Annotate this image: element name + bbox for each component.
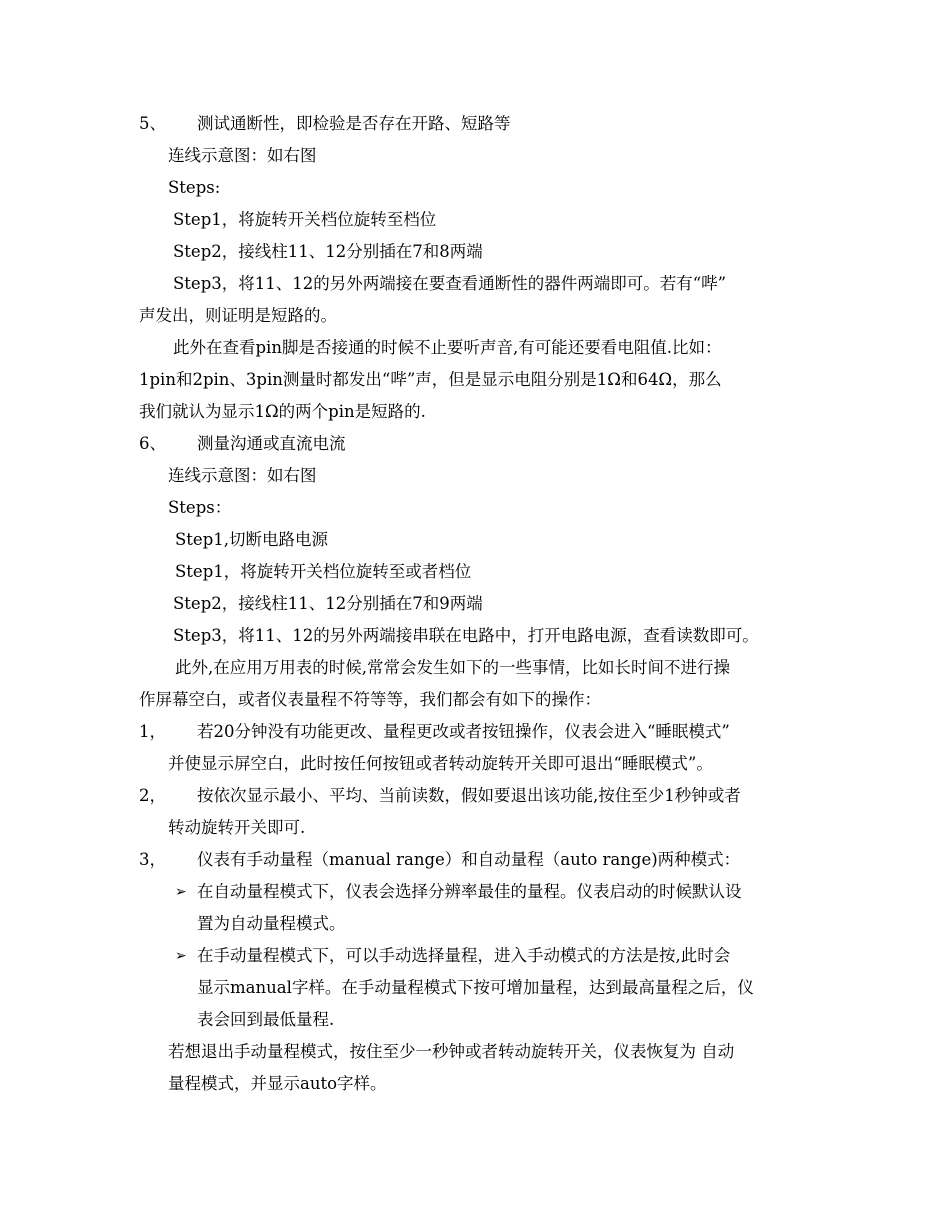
bullet-line: 表会回到最低量程. — [197, 1010, 335, 1029]
diagram-note: 连线示意图：如右图 — [168, 466, 317, 485]
list-number: 2， — [139, 786, 166, 805]
step-line: Step3，将11、12的另外两端接串联在电路中，打开电路电源，查看读数即可。 — [173, 626, 759, 645]
paragraph-line: 作屏幕空白，或者仪表量程不符等等，我们都会有如下的操作： — [139, 690, 601, 709]
list-item-line: 按依次显示最小、平均、当前读数，假如要退出该功能,按住至少1秒钟或者 — [197, 786, 741, 805]
step-line-continued: 声发出，则证明是短路的。 — [139, 306, 337, 325]
step-line: Step2，接线柱11、12分别插在7和8两端 — [173, 242, 483, 261]
section-title: 测量沟通或直流电流 — [197, 434, 346, 453]
bullet-line: 置为自动量程模式。 — [197, 914, 346, 933]
step-line: Step1，将旋转开关档位旋转至或者档位 — [175, 562, 472, 581]
step-line: Step3，将11、12的另外两端接在要查看通断性的器件两端即可。若有“哔” — [173, 274, 727, 293]
steps-label: Steps: — [168, 178, 221, 197]
steps-label: Steps： — [168, 498, 232, 517]
bullet-line: 在自动量程模式下，仪表会选择分辨率最佳的量程。仪表启动的时候默认设 — [197, 882, 742, 901]
paragraph-line: 此外在查看pin脚是否接通的时候不止要听声音,有可能还要看电阻值.比如： — [173, 338, 722, 357]
step-line: Step1，将旋转开关档位旋转至档位 — [173, 210, 437, 229]
step-line: Step2，接线柱11、12分别插在7和9两端 — [173, 594, 483, 613]
section-title: 测试通断性，即检验是否存在开路、短路等 — [197, 114, 511, 133]
paragraph-line: 量程模式，并显示auto字样。 — [168, 1074, 387, 1093]
bullet-line: 显示manual字样。在手动量程模式下按可增加量程，达到最高量程之后，仪 — [197, 978, 754, 997]
paragraph-line: 若想退出手动量程模式，按住至少一秒钟或者转动旋转开关，仪表恢复为 自动 — [168, 1042, 735, 1061]
bullet-line: 在手动量程模式下，可以手动选择量程，进入手动模式的方法是按,此时会 — [197, 946, 731, 965]
section-number: 5、 — [139, 114, 166, 133]
diagram-note: 连线示意图：如右图 — [168, 146, 317, 165]
list-number: 1， — [139, 722, 166, 741]
section-number: 6、 — [139, 434, 166, 453]
list-number: 3， — [139, 850, 166, 869]
paragraph-line: 我们就认为显示1Ω的两个pin是短路的. — [139, 402, 426, 421]
paragraph-line: 1pin和2pin、3pin测量时都发出“哔”声，但是显示电阻分别是1Ω和64Ω，那么 — [139, 370, 722, 389]
bullet-arrow-icon: ➢ — [175, 948, 187, 964]
paragraph-line: 此外,在应用万用表的时候,常常会发生如下的一些事情，比如长时间不进行操 — [175, 658, 730, 677]
step-line: Step1,切断电路电源 — [175, 530, 329, 549]
list-item-line: 并使显示屏空白，此时按任何按钮或者转动旋转开关即可退出“睡眠模式”。 — [168, 754, 713, 773]
list-item-line: 仪表有手动量程（manual range）和自动量程（auto range)两种模式： — [197, 850, 741, 869]
bullet-arrow-icon: ➢ — [175, 884, 187, 900]
list-item-line: 若20分钟没有功能更改、量程更改或者按钮操作，仪表会进入“睡眠模式” — [197, 722, 730, 741]
list-item-line: 转动旋转开关即可. — [168, 818, 306, 837]
